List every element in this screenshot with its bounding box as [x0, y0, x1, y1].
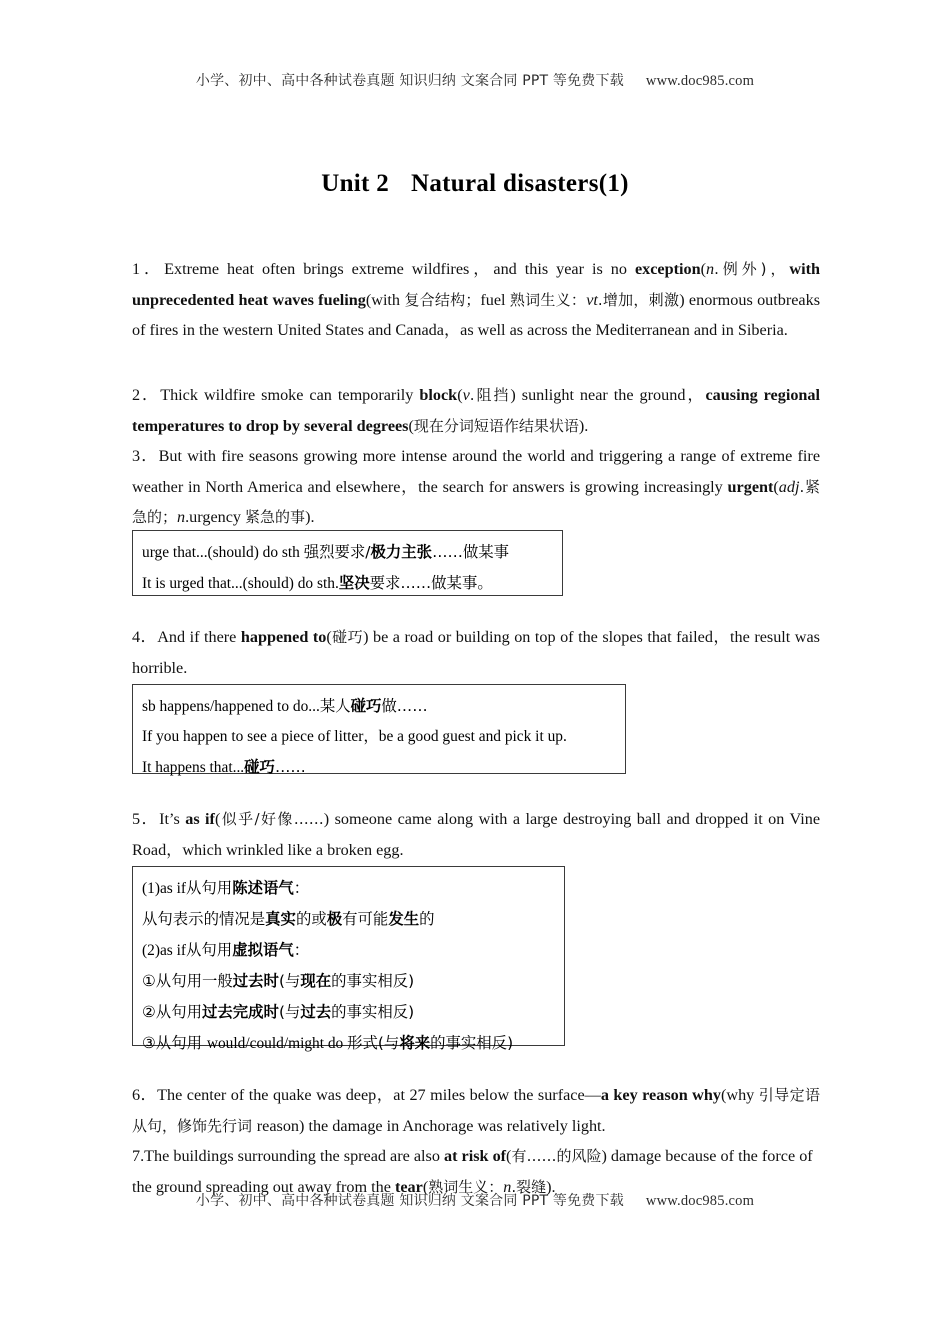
note-line: sb happens/happened to do...某人碰巧做…… [142, 697, 428, 715]
list-item [132, 622, 820, 683]
footer-watermark-chinese: 小学、初中、高中各种试卷真题 知识归纳 文案合同 PPT 等免费下载 [195, 1193, 624, 1209]
note-line: ②从句用过去完成时(与过去的事实相反) [142, 1003, 415, 1021]
item-number: 6． [132, 1086, 158, 1104]
note-line: It happens that...碰巧…… [142, 758, 306, 776]
item-number: 2． [132, 386, 161, 404]
item-text: Thick wildfire smoke can temporarily block(v.阻挡) sunlight near the ground，causing regional temperatures to drop by several degrees(现在分词短语作结果状语). [132, 386, 821, 435]
item-text: And if there happened to(碰巧) be a road or building on top of the slopes that failed，the result was horrible. [132, 628, 820, 677]
note-box-as-if [132, 866, 565, 1052]
item-number: 3． [132, 447, 159, 465]
note-line: urge that...(should) do sth 强烈要求/极力主张……做某事 [142, 543, 510, 561]
list-item [132, 1080, 820, 1141]
item-text: The buildings surrounding the spread are also at risk of(有……的风险) damage because of the force of the ground spreading out away from the tear(熟词生义：n.裂缝). [132, 1147, 813, 1196]
header-watermark-chinese: 小学、初中、高中各种试卷真题 知识归纳 文案合同 PPT 等免费下载 [195, 73, 624, 89]
header-watermark [0, 70, 950, 90]
item-text: The center of the quake was deep，at 27 miles below the surface—a key reason why(why 引导定语从句，修饰先行词 reason) the damage in Anchorage was relatively light. [132, 1086, 820, 1135]
header-watermark-url: www.doc985.com [645, 73, 755, 89]
note-line: (2)as if从句用虚拟语气： [142, 941, 310, 959]
note-box-happen [132, 684, 626, 774]
item-text: But with fire seasons growing more intense around the world and triggering a range of extreme fire weather in North America and elsewhere，the search for answers is growing increasingly urgent(adj.紧急的；n.urgency 紧急的事). [132, 447, 820, 527]
note-box-urge [132, 530, 563, 596]
title-name: Natural disasters(1) [411, 170, 629, 197]
note-line: It is urged that...(should) do sth.坚决要求……做某事。 [142, 574, 493, 592]
list-item [132, 804, 820, 865]
item-number: 4． [132, 628, 158, 646]
note-line: ①从句用一般过去时(与现在的事实相反) [142, 972, 415, 990]
item-number: 5． [132, 810, 160, 828]
note-line: ③从句用 would/could/might do 形式(与将来的事实相反) [142, 1034, 514, 1052]
list-item [132, 380, 820, 441]
footer-watermark [0, 1190, 950, 1210]
list-item [132, 254, 820, 346]
item-text: It’s as if(似乎/好像……) someone came along with a large destroying ball and dropped it on Vine Road，which wrinkled like a broken egg. [132, 810, 821, 859]
title-unit: Unit 2 [321, 170, 389, 197]
item-number: 1． [132, 260, 165, 278]
page-title [0, 170, 950, 198]
note-line: (1)as if从句用陈述语气： [142, 879, 310, 897]
item-number: 7. [132, 1147, 145, 1165]
item-text: Extreme heat often brings extreme wildfires，and this year is no exception(n.例外)，with unprecedented heat waves fueling(with 复合结构；fuel 熟词生义：vt.增加，刺激) enormous outbreaks of fires in the western United States and Canada，as well as across the Mediterranean and in Siberia. [132, 260, 820, 340]
note-line: If you happen to see a piece of litter，be a good guest and pick it up. [142, 728, 567, 745]
list-item [132, 441, 820, 533]
note-line: 从句表示的情况是真实的或极有可能发生的 [142, 910, 435, 928]
footer-watermark-url: www.doc985.com [645, 1193, 755, 1209]
